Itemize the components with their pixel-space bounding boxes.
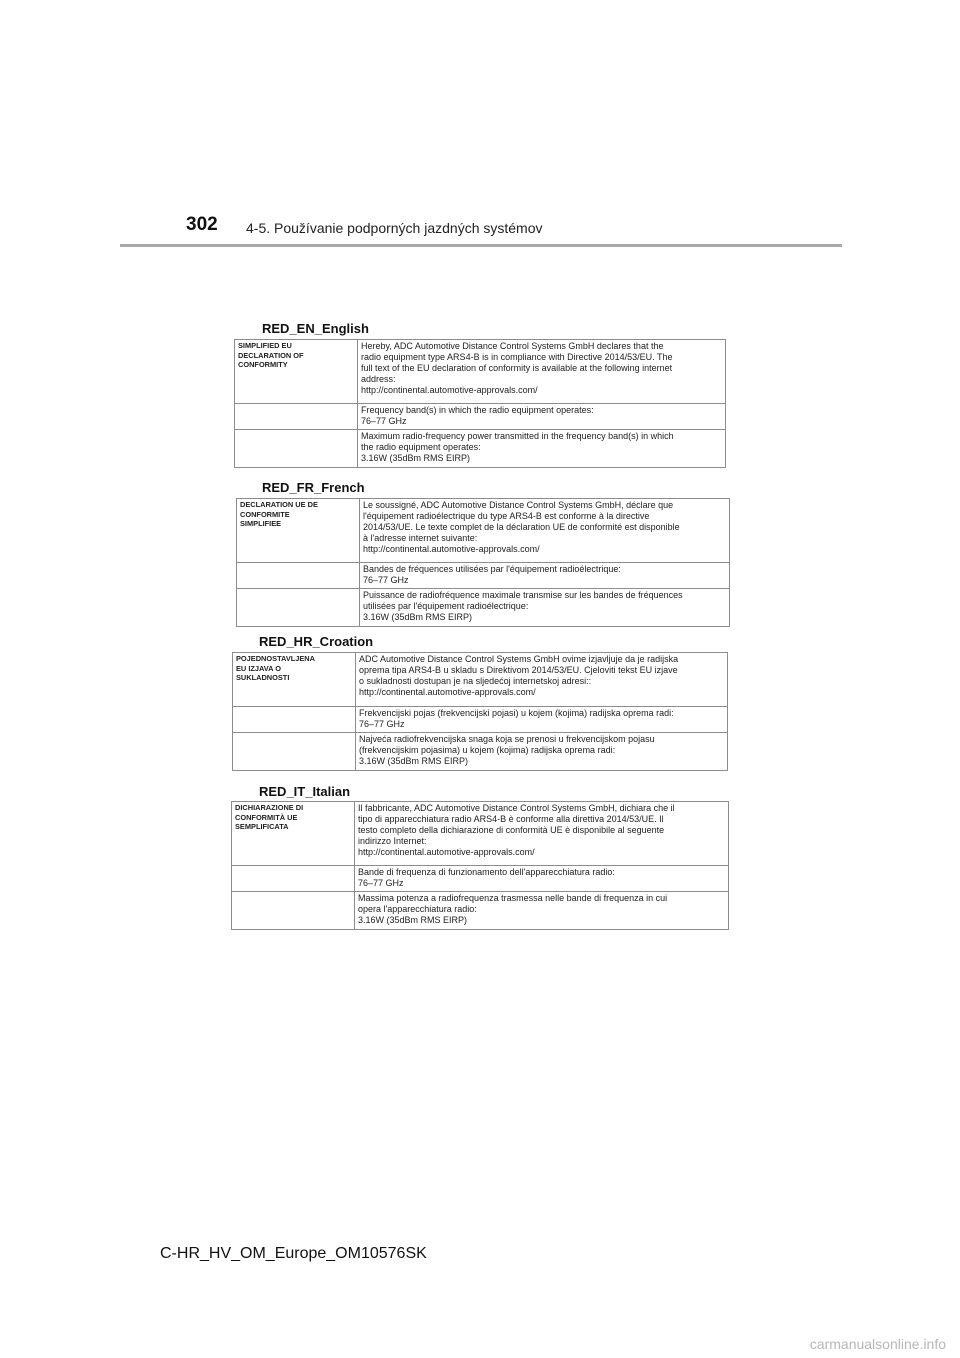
text-line: ADC Automotive Distance Control Systems GmbH ovime izjavljuje da je radijska — [359, 654, 679, 664]
text-line: 76–77 GHz — [358, 878, 404, 888]
power-text — [355, 892, 729, 930]
text-line: o sukladnosti dostupan je na sljedećoj internetskoj adresi:: — [359, 676, 592, 686]
empty-label-cell — [237, 589, 360, 627]
label-line: SUKLADNOSTI — [236, 673, 290, 682]
frequency-text — [358, 404, 726, 430]
label-line: CONFORMITE — [240, 509, 290, 519]
declaration-label — [235, 340, 358, 404]
declaration-table-en — [234, 339, 726, 468]
label-line: DECLARATION OF — [238, 350, 304, 360]
section-title-hr: RED_HR_Croation — [259, 634, 374, 649]
declaration-text — [358, 340, 726, 404]
page-number: 302 — [186, 214, 218, 235]
text-line: Maximum radio-frequency power transmitted in the frequency band(s) in which — [361, 431, 674, 441]
text-line: opera l'apparecchiatura radio: — [358, 904, 477, 914]
text-line: http://continental.automotive-approvals.com/ — [359, 687, 536, 697]
empty-label-cell — [232, 866, 355, 892]
power-text — [358, 430, 726, 468]
section-title-fr: RED_FR_French — [262, 480, 365, 495]
frequency-text — [356, 707, 728, 733]
empty-label-cell — [235, 430, 358, 468]
label-line: EU IZJAVA O — [236, 663, 282, 673]
text-line: Puissance de radiofréquence maximale transmise sur les bandes de fréquences — [363, 590, 683, 600]
text-line: utilisées par l'équipement radioélectrique: — [363, 601, 529, 611]
label-line: SEMPLIFICATA — [235, 822, 289, 831]
declaration-label — [237, 499, 360, 563]
text-line: Najveća radiofrekvencijska snaga koja se prenosi u frekvencijskom pojasu — [359, 734, 655, 744]
footer-code: C-HR_HV_OM_Europe_OM10576SK — [160, 1245, 427, 1262]
text-line: Massima potenza a radiofrequenza trasmessa nelle bande di frequenza in cui — [358, 893, 668, 903]
text-line: Bandes de fréquences utilisées par l'équipement radioélectrique: — [363, 564, 621, 574]
text-line: 2014/53/UE. Le texte complet de la déclaration UE de conformité est disponible — [363, 522, 680, 532]
section-title-en: RED_EN_English — [262, 321, 369, 336]
text-line: 76–77 GHz — [363, 575, 409, 585]
text-line: 3.16W (35dBm RMS EIRP) — [361, 453, 471, 463]
declaration-text — [360, 499, 730, 563]
text-line: (frekvencijskim pojasima) u kojem (kojima) radijska oprema radi: — [359, 745, 616, 755]
text-line: oprema tipa ARS4-B u skladu s Direktivom 2014/53/EU. Cjeloviti tekst EU izjave — [359, 665, 678, 675]
declaration-label — [232, 802, 355, 866]
frequency-text — [360, 563, 730, 589]
chapter-title: 4-5. Používanie podporných jazdných systémov — [246, 220, 543, 236]
text-line: Frekvencijski pojas (frekvencijski pojasi) u kojem (kojima) radijska oprema radi: — [359, 708, 674, 718]
label-line: SIMPLIFIED EU — [238, 341, 292, 350]
watermark: carmanualsonline.info — [809, 1336, 946, 1352]
power-text — [360, 589, 730, 627]
declaration-text — [356, 653, 728, 707]
header-rule — [120, 244, 842, 247]
declaration-table-hr — [232, 652, 728, 771]
label-line: CONFORMITY — [238, 360, 288, 369]
declaration-text — [355, 802, 729, 866]
text-line: http://continental.automotive-approvals.com/ — [363, 544, 540, 554]
text-line: address: — [361, 374, 396, 384]
text-line: à l'adresse internet suivante: — [363, 533, 478, 543]
label-line: DICHIARAZIONE DI — [235, 803, 304, 812]
section-title-it: RED_IT_Italian — [259, 784, 351, 799]
empty-label-cell — [232, 892, 355, 930]
empty-label-cell — [233, 733, 356, 771]
label-line: POJEDNOSTAVLJENA — [236, 654, 315, 663]
text-line: l'équipement radioélectrique du type ARS4-B est conforme à la directive — [363, 511, 650, 521]
text-line: 3.16W (35dBm RMS EIRP) — [363, 612, 473, 622]
text-line: radio equipment type ARS4-B is in compliance with Directive 2014/53/EU. The — [361, 352, 673, 362]
text-line: 76–77 GHz — [359, 719, 405, 729]
text-line: the radio equipment operates: — [361, 442, 481, 452]
empty-label-cell — [233, 707, 356, 733]
declaration-table-it — [231, 801, 729, 930]
text-line: Frequency band(s) in which the radio equipment operates: — [361, 405, 594, 415]
text-line: 3.16W (35dBm RMS EIRP) — [359, 756, 469, 766]
declaration-label — [233, 653, 356, 707]
power-text — [356, 733, 728, 771]
text-line: Hereby, ADC Automotive Distance Control Systems GmbH declares that the — [361, 341, 664, 351]
label-line: DECLARATION UE DE — [240, 500, 318, 509]
text-line: testo completo della dichiarazione di conformità UE è disponibile al seguente — [358, 825, 665, 835]
text-line: Le soussigné, ADC Automotive Distance Control Systems GmbH, déclare que — [363, 500, 674, 510]
text-line: Il fabbricante, ADC Automotive Distance Control Systems GmbH, dichiara che il — [358, 803, 675, 813]
text-line: indirizzo Internet: — [358, 836, 427, 846]
declaration-table-fr — [236, 498, 730, 627]
text-line: 3.16W (35dBm RMS EIRP) — [358, 915, 468, 925]
label-line: CONFORMITÀ UE — [235, 812, 298, 822]
label-line: SIMPLIFIEE — [240, 519, 282, 528]
text-line: tipo di apparecchiatura radio ARS4-B è conforme alla direttiva 2014/53/UE. Il — [358, 814, 664, 824]
empty-label-cell — [237, 563, 360, 589]
text-line: Bande di frequenza di funzionamento dell'apparecchiatura radio: — [358, 867, 615, 877]
text-line: http://continental.automotive-approvals.com/ — [361, 385, 538, 395]
empty-label-cell — [235, 404, 358, 430]
text-line: full text of the EU declaration of conformity is available at the following internet — [361, 363, 673, 373]
text-line: http://continental.automotive-approvals.com/ — [358, 847, 535, 857]
frequency-text — [355, 866, 729, 892]
text-line: 76–77 GHz — [361, 416, 407, 426]
